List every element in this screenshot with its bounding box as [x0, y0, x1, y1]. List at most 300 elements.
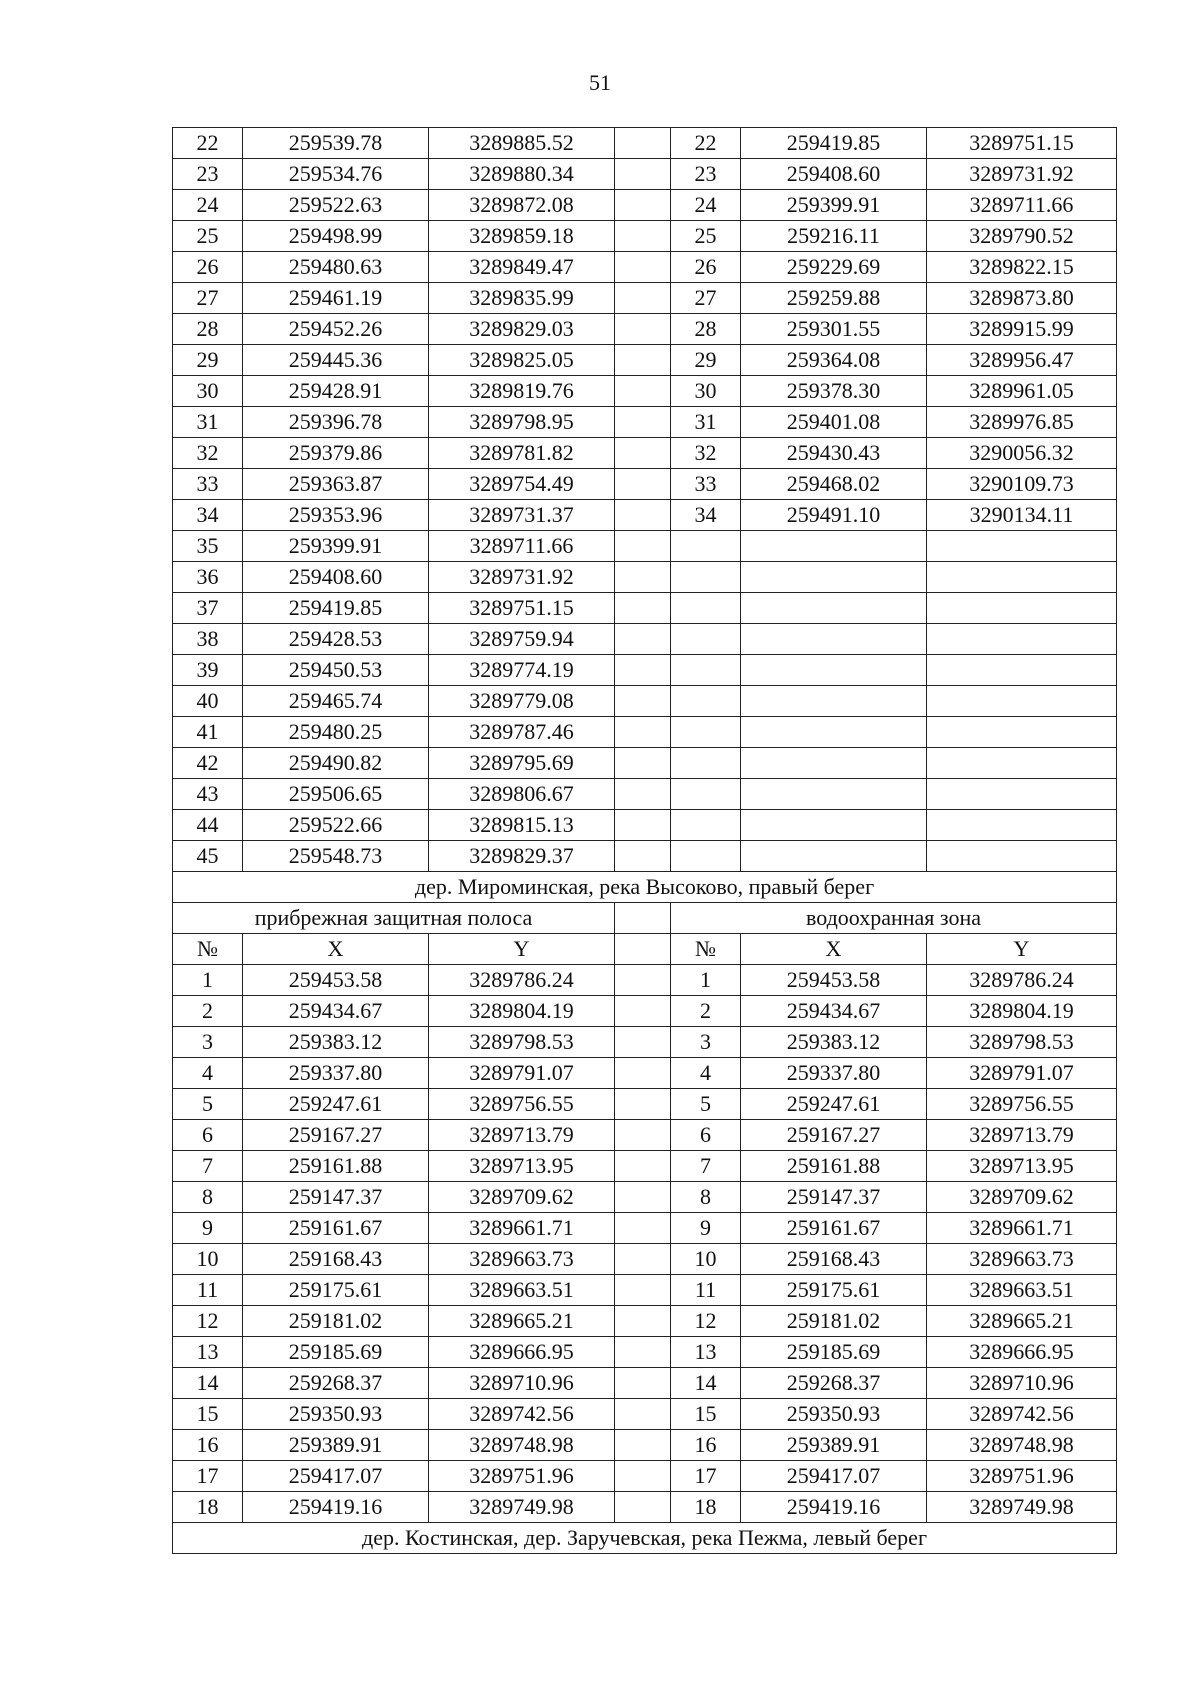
table-row — [173, 1182, 1117, 1213]
left-point-number: 9 — [173, 1213, 243, 1244]
right-y-coordinate: 3289731.92 — [927, 159, 1117, 190]
separator-cell — [615, 779, 671, 810]
table-row — [173, 841, 1117, 872]
left-x-coordinate: 259350.93 — [243, 1399, 429, 1430]
left-point-number: 6 — [173, 1120, 243, 1151]
left-y-coordinate: 3289731.37 — [429, 500, 615, 531]
right-point-number — [671, 717, 741, 748]
left-x-coordinate: 259465.74 — [243, 686, 429, 717]
right-x-coordinate: 259181.02 — [741, 1306, 927, 1337]
table-row — [173, 593, 1117, 624]
separator-cell — [615, 996, 671, 1027]
separator-cell — [615, 1244, 671, 1275]
right-y-coordinate: 3289666.95 — [927, 1337, 1117, 1368]
left-point-number: 41 — [173, 717, 243, 748]
right-y-coordinate — [927, 686, 1117, 717]
table-row — [173, 1430, 1117, 1461]
left-y-coordinate: 3289815.13 — [429, 810, 615, 841]
separator-cell — [615, 376, 671, 407]
left-x-coordinate: 259450.53 — [243, 655, 429, 686]
left-y-coordinate: 3289742.56 — [429, 1399, 615, 1430]
left-point-number: 26 — [173, 252, 243, 283]
separator-cell — [615, 407, 671, 438]
table-row — [173, 1461, 1117, 1492]
separator-cell — [615, 500, 671, 531]
right-x-coordinate: 259383.12 — [741, 1027, 927, 1058]
left-x-coordinate: 259268.37 — [243, 1368, 429, 1399]
separator-cell — [615, 624, 671, 655]
left-y-coordinate: 3289798.53 — [429, 1027, 615, 1058]
right-x-coordinate: 259185.69 — [741, 1337, 927, 1368]
right-point-number: 31 — [671, 407, 741, 438]
separator-cell — [615, 1213, 671, 1244]
right-point-number: 28 — [671, 314, 741, 345]
left-y-coordinate: 3289749.98 — [429, 1492, 615, 1523]
separator-cell — [615, 1306, 671, 1337]
separator-cell — [615, 810, 671, 841]
right-x-coordinate — [741, 562, 927, 593]
table-row — [173, 1368, 1117, 1399]
right-y-coordinate: 3289915.99 — [927, 314, 1117, 345]
right-y-coordinate: 3289742.56 — [927, 1399, 1117, 1430]
left-y-coordinate: 3289795.69 — [429, 748, 615, 779]
left-y-coordinate: 3289661.71 — [429, 1213, 615, 1244]
right-y-coordinate — [927, 531, 1117, 562]
separator-cell — [615, 283, 671, 314]
separator-cell — [615, 655, 671, 686]
section2-rows — [173, 965, 1117, 1523]
left-x-coordinate: 259539.78 — [243, 128, 429, 159]
left-y-coordinate: 3289731.92 — [429, 562, 615, 593]
left-point-number: 4 — [173, 1058, 243, 1089]
left-x-coordinate: 259181.02 — [243, 1306, 429, 1337]
table-row — [173, 128, 1117, 159]
table-row — [173, 655, 1117, 686]
left-x-coordinate: 259399.91 — [243, 531, 429, 562]
block1-rows — [173, 128, 1117, 872]
right-y-coordinate: 3289956.47 — [927, 345, 1117, 376]
table-row — [173, 252, 1117, 283]
right-point-number: 29 — [671, 345, 741, 376]
separator-cell — [615, 562, 671, 593]
left-x-coordinate: 259522.63 — [243, 190, 429, 221]
separator-cell — [615, 345, 671, 376]
right-x-coordinate: 259161.88 — [741, 1151, 927, 1182]
left-y-coordinate: 3289751.15 — [429, 593, 615, 624]
right-x-coordinate: 259247.61 — [741, 1089, 927, 1120]
col-x-header: X — [741, 934, 927, 965]
left-y-coordinate: 3289880.34 — [429, 159, 615, 190]
right-y-coordinate: 3289798.53 — [927, 1027, 1117, 1058]
right-point-number: 17 — [671, 1461, 741, 1492]
right-x-coordinate: 259216.11 — [741, 221, 927, 252]
left-y-coordinate: 3289665.21 — [429, 1306, 615, 1337]
right-y-coordinate — [927, 562, 1117, 593]
right-x-coordinate — [741, 593, 927, 624]
section-title: дер. Мироминская, река Высоково, правый берег — [173, 872, 1117, 903]
table-row — [173, 1058, 1117, 1089]
right-x-coordinate: 259389.91 — [741, 1430, 927, 1461]
right-x-coordinate: 259453.58 — [741, 965, 927, 996]
left-point-number: 17 — [173, 1461, 243, 1492]
separator-cell — [615, 717, 671, 748]
col-num-header: № — [173, 934, 243, 965]
right-y-coordinate: 3289661.71 — [927, 1213, 1117, 1244]
right-point-number: 15 — [671, 1399, 741, 1430]
left-point-number: 36 — [173, 562, 243, 593]
left-y-coordinate: 3289872.08 — [429, 190, 615, 221]
left-x-coordinate: 259461.19 — [243, 283, 429, 314]
right-x-coordinate — [741, 624, 927, 655]
left-point-number: 33 — [173, 469, 243, 500]
left-point-number: 10 — [173, 1244, 243, 1275]
right-point-number: 5 — [671, 1089, 741, 1120]
right-x-coordinate: 259419.85 — [741, 128, 927, 159]
right-x-coordinate: 259301.55 — [741, 314, 927, 345]
left-y-coordinate: 3289825.05 — [429, 345, 615, 376]
table-row — [173, 779, 1117, 810]
left-x-coordinate: 259363.87 — [243, 469, 429, 500]
left-x-coordinate: 259337.80 — [243, 1058, 429, 1089]
left-point-number: 12 — [173, 1306, 243, 1337]
table-row — [173, 686, 1117, 717]
right-point-number: 11 — [671, 1275, 741, 1306]
separator-cell — [615, 1120, 671, 1151]
left-x-coordinate: 259389.91 — [243, 1430, 429, 1461]
table-row — [173, 1089, 1117, 1120]
right-x-coordinate: 259491.10 — [741, 500, 927, 531]
coordinates-table — [172, 127, 1117, 1554]
table-row — [173, 1244, 1117, 1275]
right-point-number: 3 — [671, 1027, 741, 1058]
separator-cell — [615, 748, 671, 779]
left-point-number: 29 — [173, 345, 243, 376]
right-y-coordinate: 3289791.07 — [927, 1058, 1117, 1089]
right-x-coordinate: 259229.69 — [741, 252, 927, 283]
right-y-coordinate: 3289961.05 — [927, 376, 1117, 407]
left-x-coordinate: 259247.61 — [243, 1089, 429, 1120]
right-x-coordinate: 259337.80 — [741, 1058, 927, 1089]
left-y-coordinate: 3289779.08 — [429, 686, 615, 717]
right-point-number — [671, 562, 741, 593]
table-row — [173, 810, 1117, 841]
right-y-coordinate: 3289756.55 — [927, 1089, 1117, 1120]
right-y-coordinate: 3290056.32 — [927, 438, 1117, 469]
left-y-coordinate: 3289798.95 — [429, 407, 615, 438]
left-point-number: 39 — [173, 655, 243, 686]
table-row — [173, 1213, 1117, 1244]
left-y-coordinate: 3289774.19 — [429, 655, 615, 686]
separator-cell — [615, 159, 671, 190]
page-number: 51 — [589, 70, 611, 95]
left-x-coordinate: 259353.96 — [243, 500, 429, 531]
right-y-coordinate — [927, 779, 1117, 810]
right-point-number: 12 — [671, 1306, 741, 1337]
left-point-number: 14 — [173, 1368, 243, 1399]
left-y-coordinate: 3289713.79 — [429, 1120, 615, 1151]
separator-cell — [615, 531, 671, 562]
left-x-coordinate: 259480.63 — [243, 252, 429, 283]
right-y-coordinate — [927, 717, 1117, 748]
left-point-number: 45 — [173, 841, 243, 872]
right-x-coordinate: 259364.08 — [741, 345, 927, 376]
left-x-coordinate: 259161.67 — [243, 1213, 429, 1244]
left-x-coordinate: 259498.99 — [243, 221, 429, 252]
left-point-number: 40 — [173, 686, 243, 717]
left-point-number: 31 — [173, 407, 243, 438]
right-y-coordinate: 3289749.98 — [927, 1492, 1117, 1523]
left-x-coordinate: 259522.66 — [243, 810, 429, 841]
left-y-coordinate: 3289781.82 — [429, 438, 615, 469]
left-y-coordinate: 3289711.66 — [429, 531, 615, 562]
separator-cell — [615, 1182, 671, 1213]
left-point-number: 27 — [173, 283, 243, 314]
right-point-number: 7 — [671, 1151, 741, 1182]
right-point-number — [671, 686, 741, 717]
right-point-number — [671, 748, 741, 779]
right-point-number — [671, 655, 741, 686]
left-x-coordinate: 259428.53 — [243, 624, 429, 655]
col-num-header: № — [671, 934, 741, 965]
right-point-number — [671, 624, 741, 655]
table-row — [173, 159, 1117, 190]
right-x-coordinate — [741, 810, 927, 841]
separator-cell — [615, 965, 671, 996]
right-y-coordinate: 3289665.21 — [927, 1306, 1117, 1337]
right-x-coordinate — [741, 779, 927, 810]
right-point-number: 9 — [671, 1213, 741, 1244]
right-y-coordinate: 3289790.52 — [927, 221, 1117, 252]
left-x-coordinate: 259167.27 — [243, 1120, 429, 1151]
left-point-number: 42 — [173, 748, 243, 779]
right-point-number: 27 — [671, 283, 741, 314]
separator-cell — [615, 190, 671, 221]
left-x-coordinate: 259168.43 — [243, 1244, 429, 1275]
left-point-number: 34 — [173, 500, 243, 531]
col-y-header: Y — [429, 934, 615, 965]
left-point-number: 3 — [173, 1027, 243, 1058]
left-y-coordinate: 3289754.49 — [429, 469, 615, 500]
right-point-number: 10 — [671, 1244, 741, 1275]
left-point-number: 28 — [173, 314, 243, 345]
table-row — [173, 500, 1117, 531]
right-x-coordinate — [741, 655, 927, 686]
right-point-number: 30 — [671, 376, 741, 407]
right-y-coordinate: 3289713.79 — [927, 1120, 1117, 1151]
left-x-coordinate: 259175.61 — [243, 1275, 429, 1306]
left-y-coordinate: 3289806.67 — [429, 779, 615, 810]
right-x-coordinate: 259417.07 — [741, 1461, 927, 1492]
right-y-coordinate — [927, 593, 1117, 624]
left-y-coordinate: 3289835.99 — [429, 283, 615, 314]
right-y-coordinate: 3289751.96 — [927, 1461, 1117, 1492]
left-y-coordinate: 3289666.95 — [429, 1337, 615, 1368]
left-x-coordinate: 259396.78 — [243, 407, 429, 438]
separator-cell — [615, 314, 671, 345]
left-point-number: 35 — [173, 531, 243, 562]
right-point-number: 1 — [671, 965, 741, 996]
left-y-coordinate: 3289663.51 — [429, 1275, 615, 1306]
right-x-coordinate: 259419.16 — [741, 1492, 927, 1523]
right-x-coordinate: 259259.88 — [741, 283, 927, 314]
right-y-coordinate: 3289713.95 — [927, 1151, 1117, 1182]
right-x-coordinate: 259408.60 — [741, 159, 927, 190]
water-protection-zone-header: водоохранная зона — [671, 903, 1117, 934]
right-y-coordinate — [927, 810, 1117, 841]
right-y-coordinate: 3289748.98 — [927, 1430, 1117, 1461]
left-x-coordinate: 259379.86 — [243, 438, 429, 469]
left-point-number: 30 — [173, 376, 243, 407]
table-row — [173, 965, 1117, 996]
table-row — [173, 1492, 1117, 1523]
separator-cell — [615, 1399, 671, 1430]
right-x-coordinate: 259268.37 — [741, 1368, 927, 1399]
left-y-coordinate: 3289786.24 — [429, 965, 615, 996]
left-y-coordinate: 3289859.18 — [429, 221, 615, 252]
right-x-coordinate: 259399.91 — [741, 190, 927, 221]
left-x-coordinate: 259453.58 — [243, 965, 429, 996]
right-x-coordinate — [741, 748, 927, 779]
left-point-number: 18 — [173, 1492, 243, 1523]
left-x-coordinate: 259383.12 — [243, 1027, 429, 1058]
left-point-number: 5 — [173, 1089, 243, 1120]
right-y-coordinate — [927, 624, 1117, 655]
right-point-number: 13 — [671, 1337, 741, 1368]
right-x-coordinate: 259167.27 — [741, 1120, 927, 1151]
separator-cell — [615, 1492, 671, 1523]
left-x-coordinate: 259445.36 — [243, 345, 429, 376]
left-point-number: 44 — [173, 810, 243, 841]
section-title: дер. Костинская, дер. Заручевская, река Пежма, левый берег — [173, 1523, 1117, 1554]
left-point-number: 25 — [173, 221, 243, 252]
right-y-coordinate: 3289709.62 — [927, 1182, 1117, 1213]
left-y-coordinate: 3289819.76 — [429, 376, 615, 407]
table-row — [173, 469, 1117, 500]
table-row — [173, 438, 1117, 469]
right-y-coordinate: 3289873.80 — [927, 283, 1117, 314]
left-point-number: 32 — [173, 438, 243, 469]
left-point-number: 13 — [173, 1337, 243, 1368]
right-y-coordinate: 3289822.15 — [927, 252, 1117, 283]
left-point-number: 22 — [173, 128, 243, 159]
right-point-number: 34 — [671, 500, 741, 531]
separator-cell — [615, 841, 671, 872]
section2-header — [173, 872, 1117, 965]
right-x-coordinate: 259147.37 — [741, 1182, 927, 1213]
table-row — [173, 717, 1117, 748]
right-point-number — [671, 810, 741, 841]
section-title-row — [173, 1523, 1117, 1554]
right-x-coordinate — [741, 841, 927, 872]
separator-cell — [615, 934, 671, 965]
separator-cell — [615, 1368, 671, 1399]
right-point-number: 4 — [671, 1058, 741, 1089]
right-y-coordinate: 3289804.19 — [927, 996, 1117, 1027]
left-y-coordinate: 3289713.95 — [429, 1151, 615, 1182]
right-y-coordinate — [927, 841, 1117, 872]
left-point-number: 23 — [173, 159, 243, 190]
left-x-coordinate: 259428.91 — [243, 376, 429, 407]
left-point-number: 16 — [173, 1430, 243, 1461]
table-row — [173, 314, 1117, 345]
right-y-coordinate — [927, 655, 1117, 686]
right-point-number: 16 — [671, 1430, 741, 1461]
right-point-number: 32 — [671, 438, 741, 469]
left-x-coordinate: 259534.76 — [243, 159, 429, 190]
column-header-row — [173, 934, 1117, 965]
right-x-coordinate: 259430.43 — [741, 438, 927, 469]
left-y-coordinate: 3289829.03 — [429, 314, 615, 345]
left-point-number: 38 — [173, 624, 243, 655]
separator-cell — [615, 1027, 671, 1058]
left-x-coordinate: 259161.88 — [243, 1151, 429, 1182]
left-x-coordinate: 259506.65 — [243, 779, 429, 810]
separator-cell — [615, 686, 671, 717]
table-row — [173, 190, 1117, 221]
left-y-coordinate: 3289748.98 — [429, 1430, 615, 1461]
right-point-number: 22 — [671, 128, 741, 159]
table-row — [173, 531, 1117, 562]
left-y-coordinate: 3289710.96 — [429, 1368, 615, 1399]
section-title-row — [173, 872, 1117, 903]
right-y-coordinate: 3290134.11 — [927, 500, 1117, 531]
right-y-coordinate: 3289710.96 — [927, 1368, 1117, 1399]
col-x-header: X — [243, 934, 429, 965]
right-x-coordinate: 259168.43 — [741, 1244, 927, 1275]
left-point-number: 37 — [173, 593, 243, 624]
right-point-number: 18 — [671, 1492, 741, 1523]
table-row — [173, 1151, 1117, 1182]
separator-cell — [615, 1058, 671, 1089]
separator-cell — [615, 1089, 671, 1120]
left-y-coordinate: 3289804.19 — [429, 996, 615, 1027]
table-row — [173, 1399, 1117, 1430]
left-y-coordinate: 3289849.47 — [429, 252, 615, 283]
separator-cell — [615, 903, 671, 934]
right-x-coordinate: 259175.61 — [741, 1275, 927, 1306]
left-y-coordinate: 3289787.46 — [429, 717, 615, 748]
right-point-number: 8 — [671, 1182, 741, 1213]
table-row — [173, 1337, 1117, 1368]
right-y-coordinate — [927, 748, 1117, 779]
separator-cell — [615, 221, 671, 252]
right-point-number: 25 — [671, 221, 741, 252]
left-y-coordinate: 3289751.96 — [429, 1461, 615, 1492]
right-point-number: 6 — [671, 1120, 741, 1151]
right-y-coordinate: 3289663.51 — [927, 1275, 1117, 1306]
left-x-coordinate: 259408.60 — [243, 562, 429, 593]
right-point-number: 26 — [671, 252, 741, 283]
right-point-number — [671, 531, 741, 562]
table-row — [173, 1275, 1117, 1306]
left-x-coordinate: 259452.26 — [243, 314, 429, 345]
left-y-coordinate: 3289829.37 — [429, 841, 615, 872]
table-row — [173, 748, 1117, 779]
table-row — [173, 345, 1117, 376]
left-y-coordinate: 3289756.55 — [429, 1089, 615, 1120]
left-point-number: 8 — [173, 1182, 243, 1213]
right-point-number — [671, 841, 741, 872]
left-y-coordinate: 3289791.07 — [429, 1058, 615, 1089]
separator-cell — [615, 1461, 671, 1492]
left-y-coordinate: 3289885.52 — [429, 128, 615, 159]
separator-cell — [615, 1151, 671, 1182]
right-y-coordinate: 3290109.73 — [927, 469, 1117, 500]
table-row — [173, 562, 1117, 593]
right-x-coordinate: 259401.08 — [741, 407, 927, 438]
left-point-number: 2 — [173, 996, 243, 1027]
separator-cell — [615, 469, 671, 500]
